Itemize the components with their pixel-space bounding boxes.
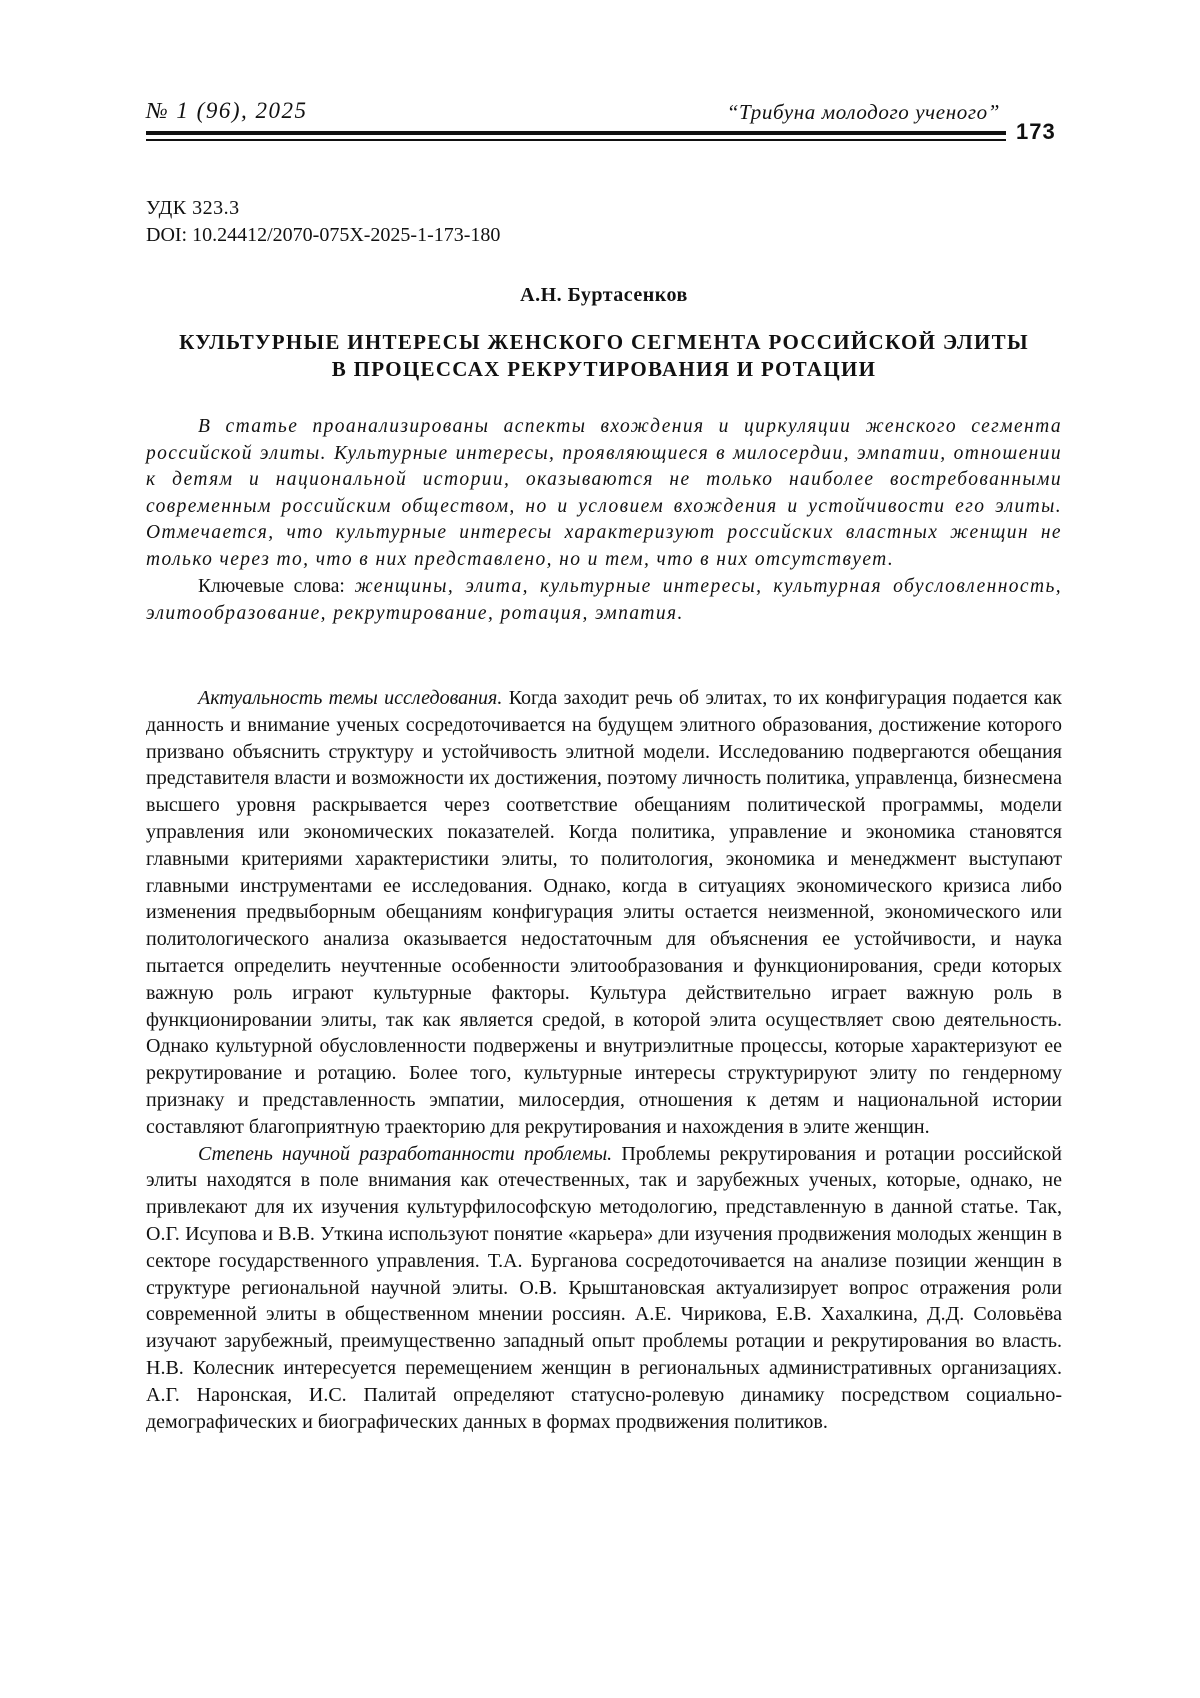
title-line: В ПРОЦЕССАХ РЕКРУТИРОВАНИЯ И РОТАЦИИ: [146, 356, 1062, 383]
article-title: [146, 329, 1062, 383]
abstract-text: В статье проанализированы аспекты вхождения и циркуляции женского сегмента российской элиты. Культурные интересы, проявляющиеся в милосердии, эмпатии, отношении к детям и национальной истории, оказываются не только наиболее востребованными современным российским обществом, но и условием вхождения и устойчивости его элиты. Отмечается, что культурные интересы характеризуют российских властных женщин не только через то, что в них представлено, но и тем, что в них отсутствует.: [146, 414, 1062, 573]
doi: DOI: 10.24412/2070-075X-2025-1-173-180: [146, 224, 500, 247]
article-body: [146, 685, 1062, 1435]
keywords-list: женщины, элита, культурные интересы, культурная обусловленность, элитообразование, рекрутирование, ротация, эмпатия.: [146, 576, 1062, 624]
paragraph-text: Проблемы рекрутирования и ротации российской элиты находятся в поле внимания как отечественных, так и зарубежных ученых, которые, однако, не привлекают для их изучения культурфилософскую методологию, представленную в данной статье. Так, О.Г. Исупова и В.В. Уткина используют понятие «карьера» дли изучения продвижения молодых женщин в секторе государственного управления. Т.А. Бурганова сосредоточивается на анализе позиции женщин в структуре региональной научной элиты. О.В. Крыштановская актуализирует вопрос отражения роли современной элиты в общественном мнении россиян. А.Е. Чирикова, Е.В. Хахалкина, Д.Д. Соловьёва изучают зарубежный, преимущественно западный опыт проблемы ротации и рекрутирования во власть. Н.В. Колесник интересуется перемещением женщин в региональных административных организациях. А.Г. Наронская, И.С. Палитай определяют статусно-ролевую динамику посредством социально-демографических и биографических данных в формах продвижения политиков.: [146, 1143, 1062, 1433]
section-lead-research-state: Степень научной разработанности проблемы.: [198, 1143, 612, 1165]
paragraph-text: Когда заходит речь об элитах, то их конфигурация подается как данность и внимание ученых сосредоточивается на будущем элитного образования, достижение которого призвано объяснить структуру и устойчивость элитной модели. Исследованию подвергаются обещания представителя власти и возможности их достижения, поэтому личность политика, управленца, бизнесмена высшего уровня раскрывается через соответствие обещаниям политической программы, модели управления или экономических показателей. Когда политика, управление и экономика становятся главными критериями характеристики элиты, то политология, экономика и менеджмент выступают главными инструментами ее исследования. Однако, когда в ситуациях экономического кризиса либо изменения предвыборным обещаниям конфигурация элиты остается неизменной, экономического или политологического анализа оказывается недостаточным для объяснения ее устойчивости, и наука пытается определить неучтенные особенности элитообразования и функционирования, среди которых важную роль играют культурные факторы. Культура действительно играет важную роль в функционировании элиты, так как является средой, в которой элита осуществляет свою деятельность. Однако культурной обусловленности подвержены и внутриэлитные процессы, которые характеризуют ее рекрутирование и ротацию. Более того, культурные интересы структурируют элиту по гендерному признаку и представленность эмпатии, милосердия, отношения к детям и национальной истории составляют благоприятную траекторию для рекрутирования и нахождения в элите женщин.: [146, 687, 1062, 1138]
paragraph-research-state: [146, 1141, 1062, 1436]
header-rule-thick: [146, 131, 1006, 135]
section-lead-relevance: Актуальность темы исследования.: [198, 687, 502, 709]
keywords-label: Ключевые слова:: [198, 576, 345, 597]
keywords: [146, 574, 1062, 627]
page-number: 173: [1016, 119, 1056, 145]
title-line: КУЛЬТУРНЫЕ ИНТЕРЕСЫ ЖЕНСКОГО СЕГМЕНТА РОССИЙСКОЙ ЭЛИТЫ: [146, 329, 1062, 356]
udc-code: УДК 323.3: [146, 197, 240, 220]
paragraph-relevance: [146, 685, 1062, 1141]
abstract: [146, 414, 1062, 627]
journal-page: [0, 0, 1200, 1698]
header-rule-thin: [146, 139, 1006, 141]
journal-title: “Трибуна молодого ученого”: [727, 100, 1000, 125]
author-name: А.Н. Буртасенков: [146, 284, 1062, 307]
issue-number: № 1 (96), 2025: [146, 98, 308, 124]
